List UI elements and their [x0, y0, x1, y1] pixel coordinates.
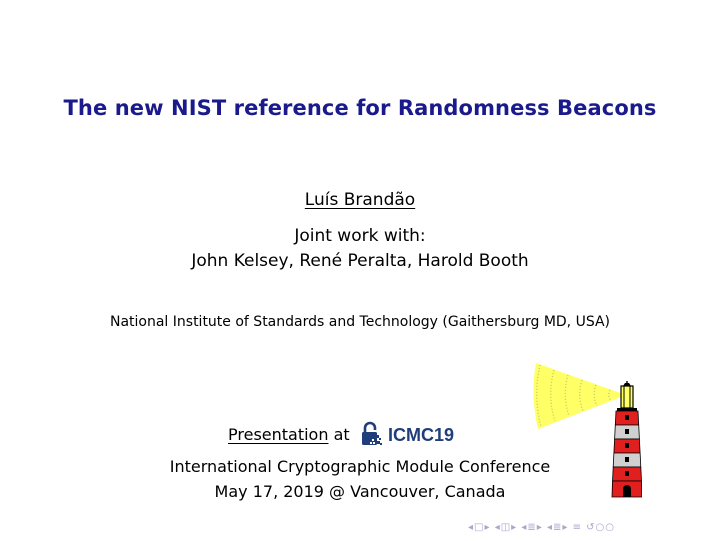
- prev-frame-icon[interactable]: ◂◫▸: [494, 522, 518, 533]
- conference-name: International Cryptographic Module Conference: [169, 457, 551, 476]
- lighthouse-illustration: [532, 355, 642, 503]
- icmc-logo: [358, 421, 462, 447]
- icmc-logo-text: ICMC19: [388, 425, 455, 445]
- presentation-at-text: at: [328, 425, 350, 444]
- joint-work-label: Joint work with:: [294, 226, 426, 246]
- presentation-link[interactable]: Presentation: [228, 425, 329, 444]
- conference-date: May 17, 2019 @ Vancouver, Canada: [214, 482, 506, 501]
- beamer-navigation: [468, 522, 615, 533]
- institution: National Institute of Standards and Technology (Gaithersburg MD, USA): [109, 314, 611, 330]
- coauthors: John Kelsey, René Peralta, Harold Booth: [191, 251, 529, 271]
- prev-section-icon[interactable]: ◂≣▸: [546, 522, 569, 533]
- author-link[interactable]: Luís Brandão: [304, 190, 416, 210]
- light-beam-icon: [533, 363, 626, 429]
- next-frame-icon[interactable]: ◂≣▸: [521, 522, 543, 533]
- padlock-icon: [362, 423, 382, 445]
- presentation-line: [228, 425, 350, 444]
- author-name[interactable]: [0, 190, 720, 210]
- next-section-icon[interactable]: ≡: [572, 522, 582, 533]
- slide-title: The new NIST reference for Randomness Beacons: [63, 96, 657, 120]
- search-icon[interactable]: ↺○○: [586, 522, 616, 533]
- first-frame-icon[interactable]: ◂□▸: [468, 522, 491, 533]
